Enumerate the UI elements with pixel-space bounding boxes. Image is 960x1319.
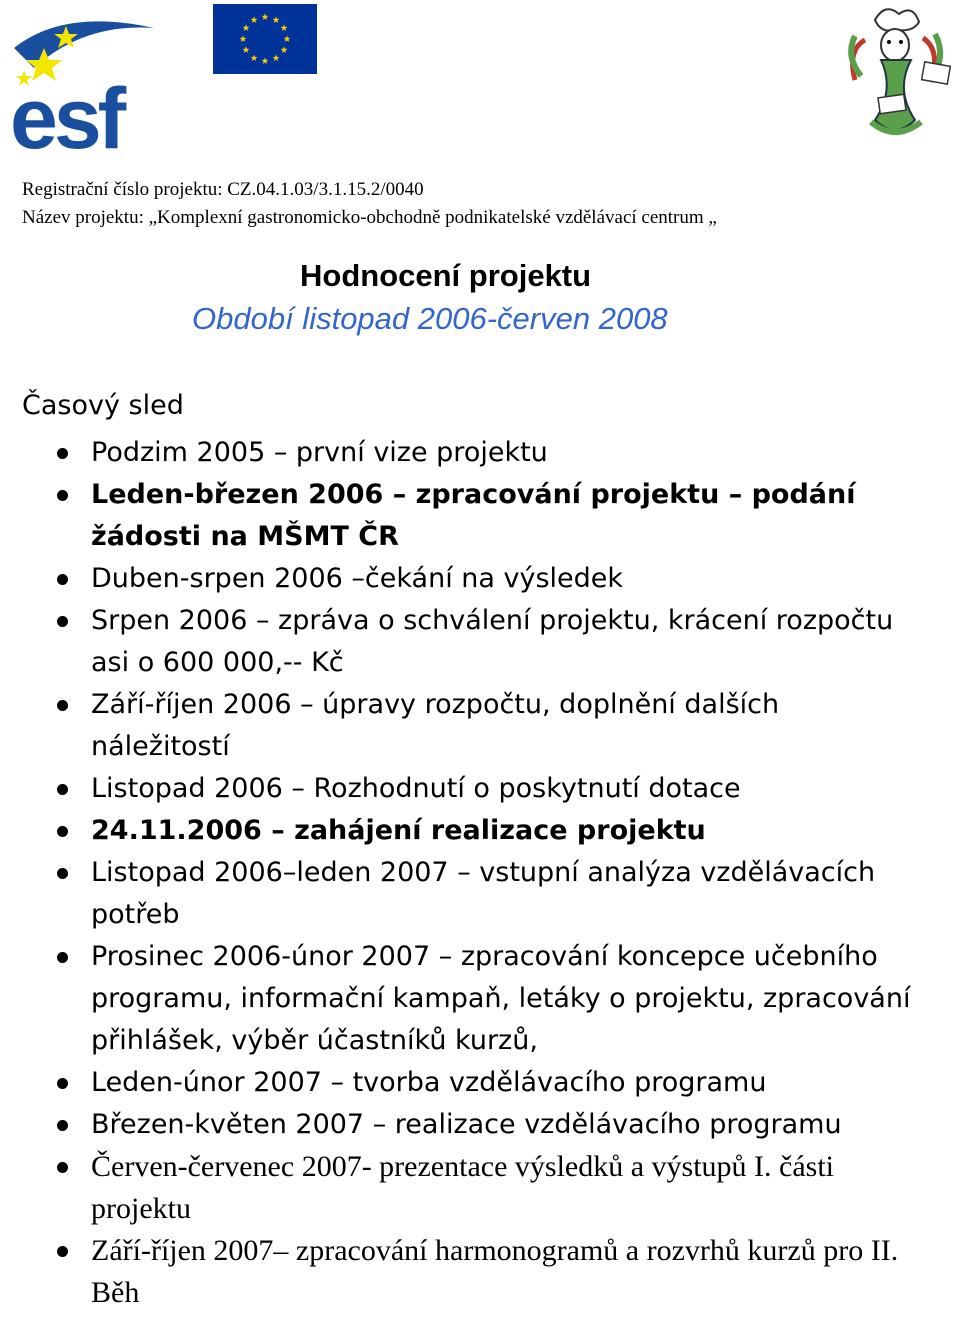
svg-text:esf: esf bbox=[10, 71, 123, 156]
bullet-icon bbox=[57, 1162, 68, 1173]
list-item: Duben-srpen 2006 –čekání na výsledek bbox=[0, 558, 960, 600]
list-item: Podzim 2005 – první vize projektu bbox=[0, 432, 960, 474]
bullet-icon bbox=[57, 490, 68, 501]
page-title: Hodnocení projektu bbox=[300, 258, 592, 293]
list-item: Leden-březen 2006 – zpracování projektu – podání žádosti na MŠMT ČR bbox=[0, 474, 960, 558]
bullet-icon bbox=[57, 448, 68, 459]
section-heading: Časový sled bbox=[22, 390, 184, 421]
eu-flag bbox=[213, 4, 317, 74]
bullet-icon bbox=[57, 784, 68, 795]
list-item: Březen-květen 2007 – realizace vzdělávacího programu bbox=[0, 1104, 960, 1146]
list-item: Srpen 2006 – zpráva o schválení projektu, krácení rozpočtu asi o 600 000,-- Kč bbox=[0, 600, 960, 684]
list-item: Červen-červenec 2007- prezentace výsledků a výstupů I. části projektu bbox=[0, 1146, 960, 1230]
registration-number: Registrační číslo projektu: CZ.04.1.03/3.1.15.2/0040 bbox=[22, 179, 424, 200]
list-item: Leden-únor 2007 – tvorba vzdělávacího programu bbox=[0, 1062, 960, 1104]
list-item: Listopad 2006 – Rozhodnutí o poskytnutí dotace bbox=[0, 768, 960, 810]
bullet-icon bbox=[57, 616, 68, 627]
bullet-icon bbox=[57, 952, 68, 963]
list-item: Prosinec 2006-únor 2007 – zpracování koncepce učebního programu, informační kampaň, letáky o projektu, zpracování přihlášek, výběr účastníků kurzů, bbox=[0, 936, 960, 1062]
list-item: Září-říjen 2006 – úpravy rozpočtu, doplnění dalších náležitostí bbox=[0, 684, 960, 768]
esf-logo bbox=[4, 8, 184, 156]
list-item: 24.11.2006 – zahájení realizace projektu bbox=[0, 810, 960, 852]
list-item: Září-říjen 2007– zpracování harmonogramů a rozvrhů kurzů pro II. Běh bbox=[0, 1230, 960, 1314]
project-name: Název projektu: „Komplexní gastronomicko-obchodně podnikatelské vzdělávací centrum „ bbox=[22, 207, 717, 228]
list-item: Listopad 2006–leden 2007 – vstupní analýza vzdělávacích potřeb bbox=[0, 852, 960, 936]
chef-mascot-logo bbox=[835, 0, 953, 150]
project-meta bbox=[22, 176, 717, 232]
bullet-icon bbox=[57, 1120, 68, 1131]
bullet-icon bbox=[57, 700, 68, 711]
bullet-icon bbox=[57, 574, 68, 585]
timeline-list bbox=[0, 432, 960, 1314]
bullet-icon bbox=[57, 826, 68, 837]
period-subtitle: Období listopad 2006-červen 2008 bbox=[192, 301, 668, 336]
logo-bar bbox=[0, 0, 960, 160]
bullet-icon bbox=[57, 1246, 68, 1257]
bullet-icon bbox=[57, 1078, 68, 1089]
bullet-icon bbox=[57, 868, 68, 879]
